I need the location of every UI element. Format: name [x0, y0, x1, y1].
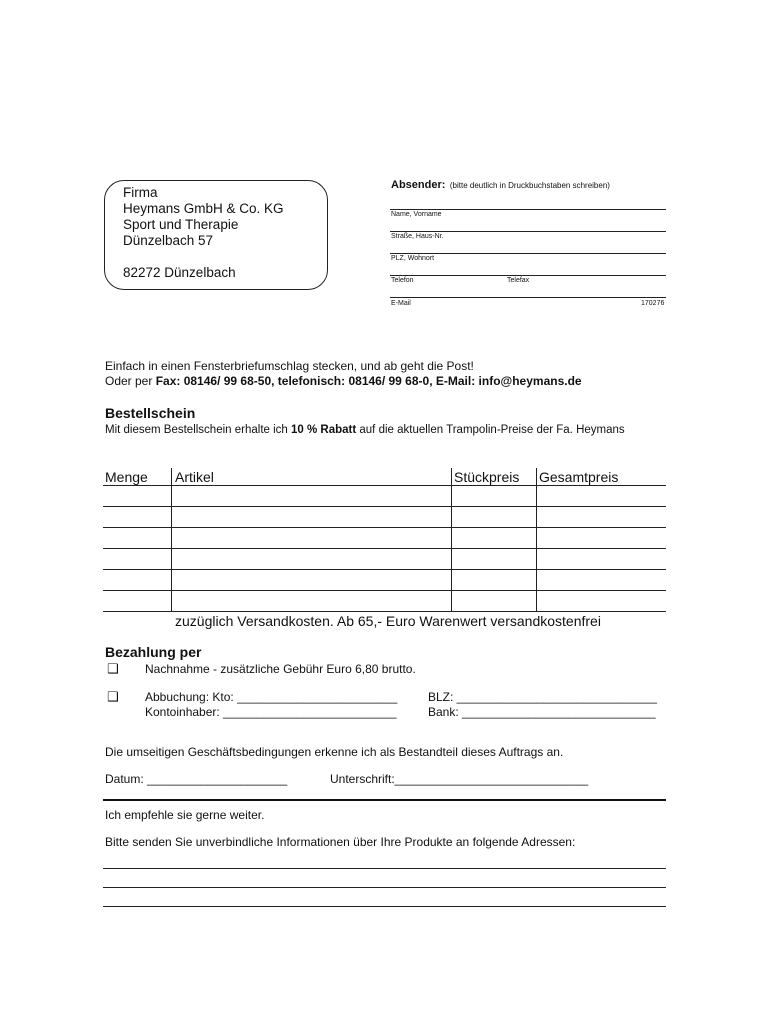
- sender-name-label: Name, Vorname: [391, 211, 442, 218]
- intro-line-2: [105, 374, 582, 388]
- debit-holder-field[interactable]: Kontoinhaber: __________________________: [145, 705, 397, 719]
- col-header-menge: Menge: [105, 469, 148, 485]
- section-divider: [103, 799, 666, 801]
- sender-hint: (bitte deutlich in Druckbuchstaben schreiben): [449, 181, 610, 190]
- recipient-line: Firma: [123, 185, 158, 200]
- payment-cod-label: Nachnahme - zusätzliche Gebühr Euro 6,80 brutto.: [145, 662, 416, 676]
- table-row-line[interactable]: [103, 527, 666, 528]
- sender-label: Absender:: [391, 179, 446, 191]
- col-header-artikel: Artikel: [175, 469, 214, 485]
- date-field[interactable]: Datum: _____________________: [105, 772, 288, 786]
- terms-text: Die umseitigen Geschäftsbedingungen erkenne ich als Bestandteil dieses Auftrags an.: [105, 745, 564, 759]
- debit-bank-field[interactable]: Bank: _____________________________: [428, 705, 656, 719]
- address-line[interactable]: [103, 906, 666, 907]
- discount-amount: 10 % Rabatt: [291, 424, 357, 436]
- sender-fax-label: Telefax: [507, 277, 530, 284]
- debit-blz-field[interactable]: BLZ: ______________________________: [428, 690, 657, 704]
- table-row-line[interactable]: [103, 569, 666, 570]
- recommend-line-2: Bitte senden Sie unverbindliche Informationen über Ihre Produkte an folgende Adressen:: [105, 835, 576, 849]
- col-header-stueckpreis: Stückpreis: [454, 469, 520, 485]
- table-row-line[interactable]: [103, 548, 666, 549]
- recipient-city: 82272 Dünzelbach: [123, 265, 236, 280]
- form-code: 170276: [641, 300, 665, 307]
- table-row-line[interactable]: [103, 506, 666, 507]
- table-row-line[interactable]: [103, 590, 666, 591]
- discount-suffix: auf die aktuellen Trampolin-Preise der Fa. Heymans: [356, 424, 625, 436]
- discount-prefix: Mit diesem Bestellschein erhalte ich: [105, 424, 291, 436]
- sender-email-label: E-Mail: [391, 300, 411, 307]
- sender-header: [391, 175, 610, 193]
- address-line[interactable]: [103, 887, 666, 888]
- sender-line-street[interactable]: [390, 253, 666, 254]
- table-row-line[interactable]: [103, 611, 666, 612]
- payment-title: Bezahlung per: [105, 644, 202, 660]
- recipient-address-box: [104, 180, 328, 290]
- signature-field[interactable]: Unterschrift:_____________________________: [330, 772, 589, 786]
- table-header-line: [103, 485, 666, 486]
- sender-phone-label: Telefon: [391, 277, 414, 284]
- order-title: Bestellschein: [105, 405, 196, 421]
- recommend-line-1: Ich empfehle sie gerne weiter.: [105, 808, 265, 822]
- recipient-line: Sport und Therapie: [123, 217, 239, 232]
- order-discount: [105, 424, 625, 436]
- intro-contact: Fax: 08146/ 99 68-50, telefonisch: 08146/ 99 68-0, E-Mail: info@heymans.de: [155, 374, 582, 388]
- sender-street-label: Straße, Haus-Nr.: [391, 233, 444, 240]
- sender-line-city[interactable]: [390, 275, 666, 276]
- debit-account-field[interactable]: Abbuchung: Kto: ________________________: [145, 690, 398, 704]
- sender-line-phone[interactable]: [390, 297, 666, 298]
- recipient-line: Heymans GmbH & Co. KG: [123, 201, 284, 216]
- intro-line-1: Einfach in einen Fensterbriefumschlag stecken, und ab geht die Post!: [105, 359, 474, 373]
- checkbox-debit[interactable]: ❑: [107, 689, 119, 704]
- checkbox-cod[interactable]: ❑: [107, 661, 119, 676]
- shipping-note: zuzüglich Versandkosten. Ab 65,- Euro Warenwert versandkostenfrei: [175, 613, 601, 629]
- address-line[interactable]: [103, 868, 666, 869]
- intro-prefix: Oder per: [105, 374, 156, 388]
- sender-line-top: [390, 209, 666, 210]
- sender-city-label: PLZ, Wohnort: [391, 255, 435, 262]
- recipient-line: Dünzelbach 57: [123, 233, 214, 248]
- sender-line-name[interactable]: [390, 231, 666, 232]
- col-header-gesamtpreis: Gesamtpreis: [539, 469, 619, 485]
